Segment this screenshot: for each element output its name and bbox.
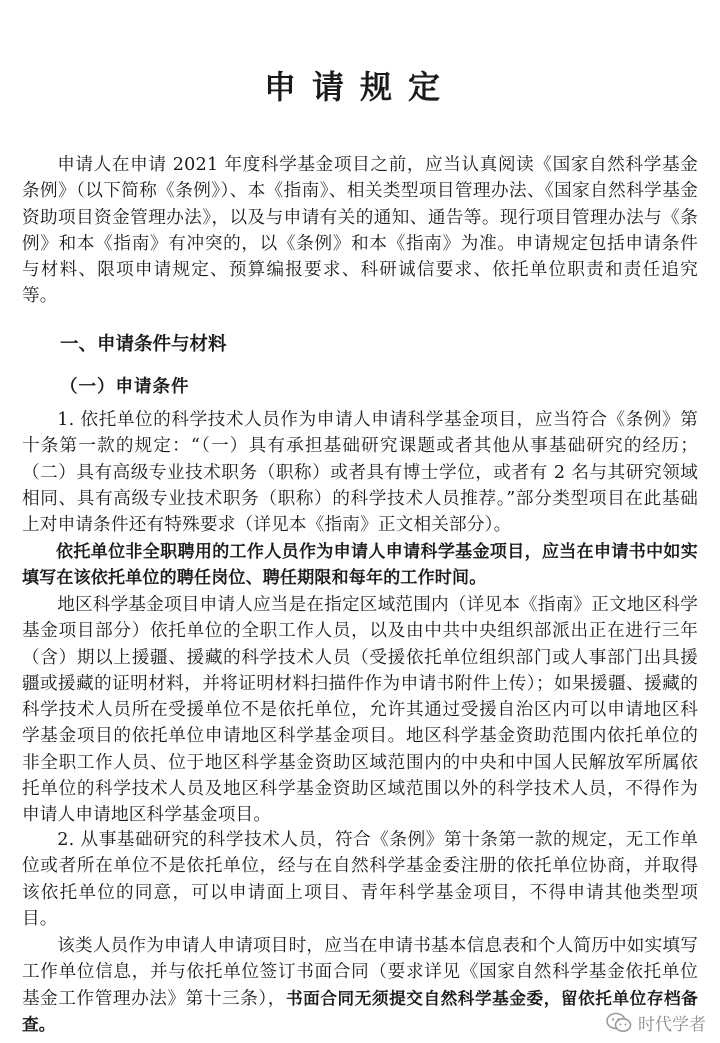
watermark bbox=[606, 1010, 706, 1035]
wechat-icon bbox=[606, 1012, 632, 1034]
page-title: 申请规定 bbox=[263, 68, 456, 106]
item-2-paragraph: 2. 从事基础研究的科学技术人员，符合《条例》第十条第一款的规定，无工作单位或者所在单位不是依托单位，经与在自然科学基金委注册的依托单位协商，并取得该依托单位的同意，可以申请面上项目、青年科学基金项目，不得申请其他类型项目。 bbox=[22, 830, 698, 929]
watermark-text: 时代学者 bbox=[638, 1015, 706, 1035]
regional-paragraph: 地区科学基金项目申请人应当是在指定区域范围内（详见本《指南》正文地区科学基金项目部分）依托单位的全职工作人员，以及由中共中央组织部派出正在进行三年（含）期以上援疆、援藏的科学技术人员（受援依托单位组织部门或人事部门出具援疆或援藏的证明材料，并将证明材料扫描件作为申请书附件上传）；如果援疆、援藏的科学技术人员所在受援单位不是依托单位，允许其通过受援自治区内可以申请地区科学基金项目的依托单位申请地区科学基金项目。地区科学基金资助范围内依托单位的非全职工作人员、位于地区科学基金资助区域范围内的中央和中国人民解放军所属依托单位的科学技术人员及地区科学基金资助区域范围以外的科学技术人员，不得作为申请人申请地区科学基金项目。 bbox=[22, 595, 698, 826]
item-1-paragraph: 1. 依托单位的科学技术人员作为申请人申请科学基金项目，应当符合《条例》第十条第一款的规定：“（一）具有承担基础研究课题或者其他从事基础研究的经历；（二）具有高级专业技术职务（职称）或者具有博士学位，或者有 2 名与其研究领域相同、具有高级专业技术职务（职称）的科学技术人员推荐。”部分类型项目在此基础上对申请条件还有特殊要求（详见本《指南》正文相关部分）。 bbox=[22, 410, 698, 536]
last-paragraph-bold: 书面合同无须提交自然科学基金委，留依托单位存档备查。 bbox=[22, 988, 698, 1034]
last-paragraph-text: 该类人员作为申请人申请项目时，应当在申请书基本信息表和个人简历中如实填写工作单位信息，并与依托单位签订书面合同（要求详见《国家自然科学基金依托单位基金工作管理办法》第十三条）， bbox=[22, 936, 698, 1009]
bold-note-paragraph: 依托单位非全职聘用的工作人员作为申请人申请科学基金项目，应当在申请书中如实填写在该依托单位的聘任岗位、聘任期限和每年的工作时间。 bbox=[22, 542, 698, 589]
intro-paragraph: 申请人在申请 2021 年度科学基金项目之前，应当认真阅读《国家自然科学基金条例》（以下简称《条例》）、本《指南》、相关类型项目管理办法、《国家自然科学基金资助项目资金管理办法》，以及与申请有关的通知、通告等。现行项目管理办法与《条例》和本《指南》有冲突的，以《条例》和本《指南》为准。申请规定包括申请条件与材料、限项申请规定、预算编报要求、科研诚信要求、依托单位职责和责任追究等。 bbox=[22, 155, 698, 307]
last-paragraph bbox=[22, 933, 698, 1038]
subsection-heading: （一）申请条件 bbox=[60, 377, 190, 397]
section-heading: 一、申请条件与材料 bbox=[60, 334, 227, 355]
